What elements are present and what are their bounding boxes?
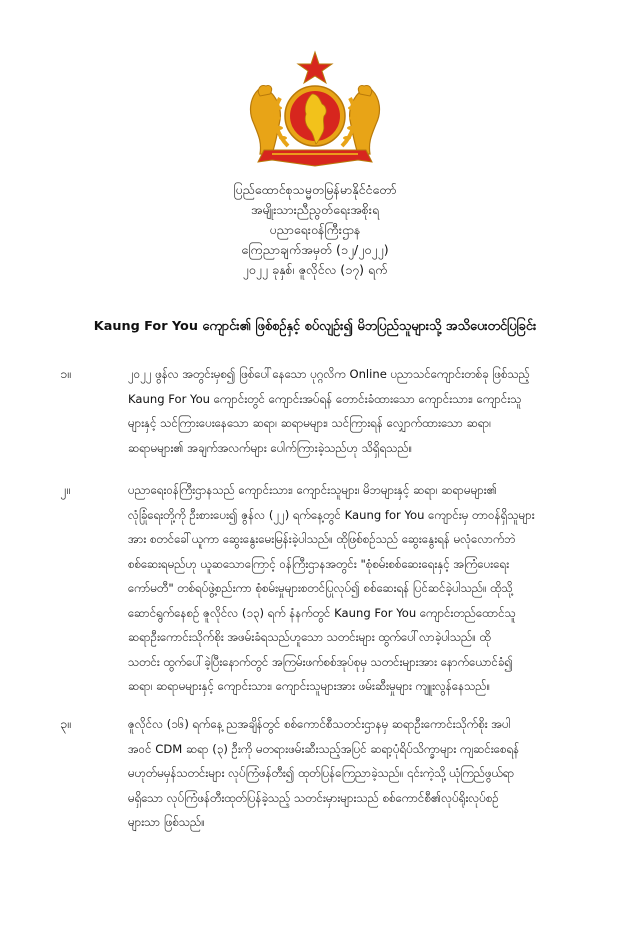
document-subject: Kaung For You ကျောင်း၏ ဖြစ်စဥ်နှင့် စပ်လျဥ်း၍ မိဘပြည်သူများသို့ အသိပေးတင်ပြခြင်း (93, 319, 537, 334)
paragraph-line: Kaung For You ကျောင်းတွင် ကျောင်းအပ်ရန် တောင်းခံထားသော ကျောင်းသား၊ ကျောင်းသူ (128, 391, 522, 406)
paragraph-line: ဆောင်ရွက်နေစဥ် ဇူလိုင်လ (၁၃) ရက် နံနက်တွင် Kaung For You ကျောင်းတည်ထောင်သူ (128, 605, 516, 620)
paragraph-line: မဟုတ်မမှန်သတင်းများ လုပ်ကြံဖန်တီး၍ ထုတ်ပြန်ကြေညာခဲ့သည်။ ၎င်းကဲ့သို့ ယုံကြည်ဖွယ်ရာ (128, 766, 515, 780)
paragraph-number: ၃။ (60, 716, 71, 731)
government-name: အမျိုးသားညီညွတ်ရေးအစိုးရ (250, 202, 380, 217)
ministry-name: ပညာရေးဝန်ကြီးဌာန (269, 222, 361, 237)
country-name: ပြည်ထောင်စုသမ္မတမြန်မာနိုင်ငံတော် (233, 182, 397, 197)
announcement-date: ၂၀၂၂ ခုနှစ်၊ ဇူလိုင်လ (၁၇) ရက် (242, 262, 388, 277)
paragraph-line: ဆရာ၊ ဆရာမများနှင့် ကျောင်းသား၊ ကျောင်းသူများအား ဖမ်းဆီးမှုများ ကျူးလွန်နေသည်။ (128, 679, 491, 693)
paragraph-line: များသာ ဖြစ်သည်။ (128, 815, 205, 829)
paragraph-line: လုံခြုံရေးတို့ကို ဦးစားပေး၍ ဇွန်လ (၂၂) ရက်နေ့တွင် Kaung for You ကျောင်းမှ တာဝန်ရှိသူများ (128, 507, 535, 522)
paragraph-line: ကော်မတီ" တစ်ရပ်ဖွဲ့စည်းကာ စုံစမ်းမှုများစတင်ပြုလုပ်၍ စစ်ဆေးရန် ပြင်ဆင်ခဲ့ပါသည်။ ထိုသို့ (128, 581, 513, 595)
paragraph-line: မရှိသော လုပ်ကြံဖန်တီးထုတ်ပြန်ခဲ့သည့် သတင်းမှားများသည် စစ်ကောင်စီ၏လုပ်ရိုးလုပ်စဥ် (128, 790, 499, 805)
paragraph-number: ၁။ (60, 366, 71, 381)
paragraph-body (128, 712, 600, 835)
document-header (0, 180, 630, 280)
paragraph-line: စစ်ဆေးရမည်ဟု ယူဆသောကြောင့် ဝန်ကြီးဌာနအတွင်း "စုံစမ်းစစ်ဆေးရေးနှင့် အကြံပေးရေး (128, 556, 510, 571)
paragraph-line: ဆရာမများ၏ အချက်အလက်များ ပေါက်ကြားခဲ့သည်ဟု သိရှိရသည်။ (128, 440, 413, 455)
star-icon (298, 52, 332, 83)
paragraph-body (128, 478, 600, 699)
paragraph-line: ၂၀၂၂ ဖွန်လ အတွင်းမှစ၍ ဖြစ်ပေါ်နေသော ပုဂ္ဂလိက Online ပညာသင်ကျောင်းတစ်ခု ဖြစ်သည့် (128, 367, 530, 381)
state-seal-emblem-icon (240, 50, 390, 175)
paragraph-line: သတင်း ထွက်ပေါ်ခဲ့ပြီးနောက်တွင် အကြမ်းဖက်စစ်အုပ်စုမှ သတင်းများအား နောက်ယောင်ခံ၍ (128, 654, 514, 669)
paragraph-line: များနှင့် သင်ကြားပေးနေသော ဆရာ၊ ဆရာမများ၊ သင်ကြားရန် လျှောက်ထားသော ဆရာ၊ (128, 416, 492, 430)
paragraph-body (128, 362, 600, 460)
paragraph-line: ဆရာဦးကောင်းသိုက်စိုး အဖမ်းခံရသည်ဟူသော သတင်းများ ထွက်ပေါ်လာခဲ့ပါသည်။ ထို (128, 630, 491, 644)
paragraph-line: ဇူလိုင်လ (၁၆) ရက်နေ့ ညအချိန်တွင် စစ်ကောင်စီသတင်းဌာနမှ ဆရာဦးကောင်းသိုက်စိုး အပါ (128, 717, 511, 731)
paragraph-line: အား စတင်ခေါ်ယူကာ ဆွေးနွေးမေးမြန်းခဲ့ပါသည်။ ထိုဖြစ်စဥ်သည် ဆွေးနွေးရန် မလုံလောက်ဘဲ (128, 532, 516, 546)
ribbon-banner-icon (258, 150, 372, 166)
paragraph-line: အဝင် CDM ဆရာ (၃) ဦးကို မတရားဖမ်းဆီးသည့်အပြင် ဆရာ့ပုံရိပ်သိက္ခာများ ကျဆင်းစေရန် (128, 741, 520, 756)
paragraph-line: ပညာရေးဝန်ကြီးဌာနသည် ကျောင်းသား၊ ကျောင်းသူများ၊ မိဘများနှင့် ဆရာ၊ ဆရာမများ၏ (128, 483, 498, 497)
paragraph-number: ၂။ (60, 482, 70, 497)
announcement-number: ကြေညာချက်အမှတ် (၁၂/၂၀၂၂) (241, 242, 389, 257)
